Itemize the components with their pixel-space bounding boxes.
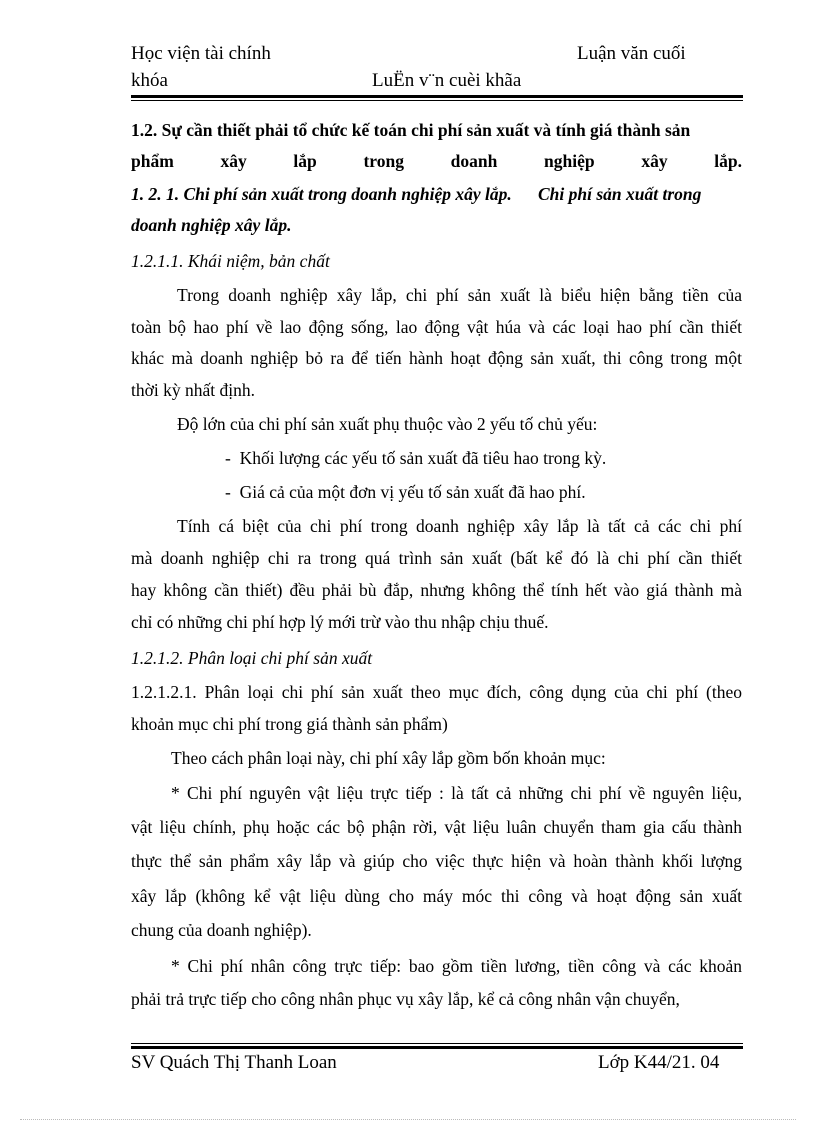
p7-line1: * Chi phí nhân công trực tiếp: bao gồm tiền lương, tiền công và các khoản	[171, 956, 742, 976]
page-edge-dotted-line	[20, 1119, 796, 1120]
footer-student: SV Quách Thị Thanh Loan	[131, 1052, 337, 1073]
section-title-line2: phẩm xây lắp trong doanh nghiệp xây lắp.	[131, 151, 742, 171]
p3-line1: Tính cá biệt của chi phí trong doanh nghiệp xây lắp là tất cả các chi phí	[177, 516, 742, 536]
footer-rule-thin	[131, 1043, 743, 1044]
section-title-line1: 1.2. Sự cần thiết phải tổ chức kế toán chi phí sản xuất và tính giá thành sản	[131, 120, 691, 140]
p5: Theo cách phân loại này, chi phí xây lắp gồm bốn khoản mục:	[171, 748, 606, 768]
p6-line5: chung của doanh nghiệp).	[131, 920, 312, 940]
subsection-title-line1: 1. 2. 1. Chi phí sản xuất trong doanh nghiệp xây lắp. Chi phí sản xuất trong	[131, 184, 702, 204]
p6-line4: xây lắp (không kể vật liệu dùng cho máy móc thi công và hoạt động sản xuất	[131, 886, 742, 906]
header-rule-thin	[131, 100, 743, 101]
p6-line1: * Chi phí nguyên vật liệu trực tiếp : là tất cả những chi phí về nguyên liệu,	[171, 783, 742, 803]
p1-line3: khác mà doanh nghiệp bỏ ra để tiến hành hoạt động sản xuất, thi công trong một	[131, 348, 742, 368]
header-school-line2: khóa	[131, 70, 168, 91]
p3-line3: hay không cần thiết) đều phải bù đắp, nhưng không thể tính hết vào giá thành mà	[131, 580, 742, 600]
heading-classify: 1.2.1.2. Phân loại chi phí sản xuất	[131, 648, 373, 668]
subsection-title-line2: doanh nghiệp xây lắp.	[131, 215, 292, 235]
p1-line2: toàn bộ hao phí về lao động sống, lao động vật húa và các loại hao phí cần thiết	[131, 317, 742, 337]
header-thesis: Luận văn cuối	[577, 43, 686, 64]
p6-line3: thực thể sản phẩm xây lắp và giúp cho việc thực hiện và hoàn thành khối lượng	[131, 851, 742, 871]
bullet-1: - Khối lượng các yếu tố sản xuất đã tiêu hao trong kỳ.	[225, 448, 607, 468]
p1-line1: Trong doanh nghiệp xây lắp, chi phí sản xuất là biểu hiện bằng tiền của	[177, 285, 742, 305]
p7-line2: phải trả trực tiếp cho công nhân phục vụ xây lắp, kể cả công nhân vận chuyển,	[131, 989, 680, 1009]
p6-line2: vật liệu chính, phụ hoặc các bộ phận rời, vật liệu luân chuyển tham gia cấu thành	[131, 817, 742, 837]
p4-line2: khoản mục chi phí trong giá thành sản phẩm)	[131, 714, 448, 734]
p3-line4: chỉ có những chi phí hợp lý mới trừ vào thu nhập chịu thuế.	[131, 612, 549, 632]
header-school: Học viện tài chính	[131, 43, 271, 64]
header-thesis-garbled: LuËn v¨n cuèi khãa	[372, 70, 522, 91]
p1-line4: thời kỳ nhất định.	[131, 380, 255, 400]
p2: Độ lớn của chi phí sản xuất phụ thuộc vào 2 yếu tố chủ yếu:	[177, 414, 598, 434]
heading-concept: 1.2.1.1. Khái niệm, bản chất	[131, 251, 330, 271]
p4-line1: 1.2.1.2.1. Phân loại chi phí sản xuất theo mục đích, công dụng của chi phí (theo	[131, 682, 742, 702]
footer-class: Lớp K44/21. 04	[598, 1052, 720, 1073]
header-rule-thick	[131, 95, 743, 98]
p3-line2: mà doanh nghiệp chi ra trong quá trình sản xuất (bất kể đó là chi phí cần thiết	[131, 548, 742, 568]
footer-rule-thick	[131, 1046, 743, 1049]
bullet-2: - Giá cả của một đơn vị yếu tố sản xuất đã hao phí.	[225, 482, 586, 502]
